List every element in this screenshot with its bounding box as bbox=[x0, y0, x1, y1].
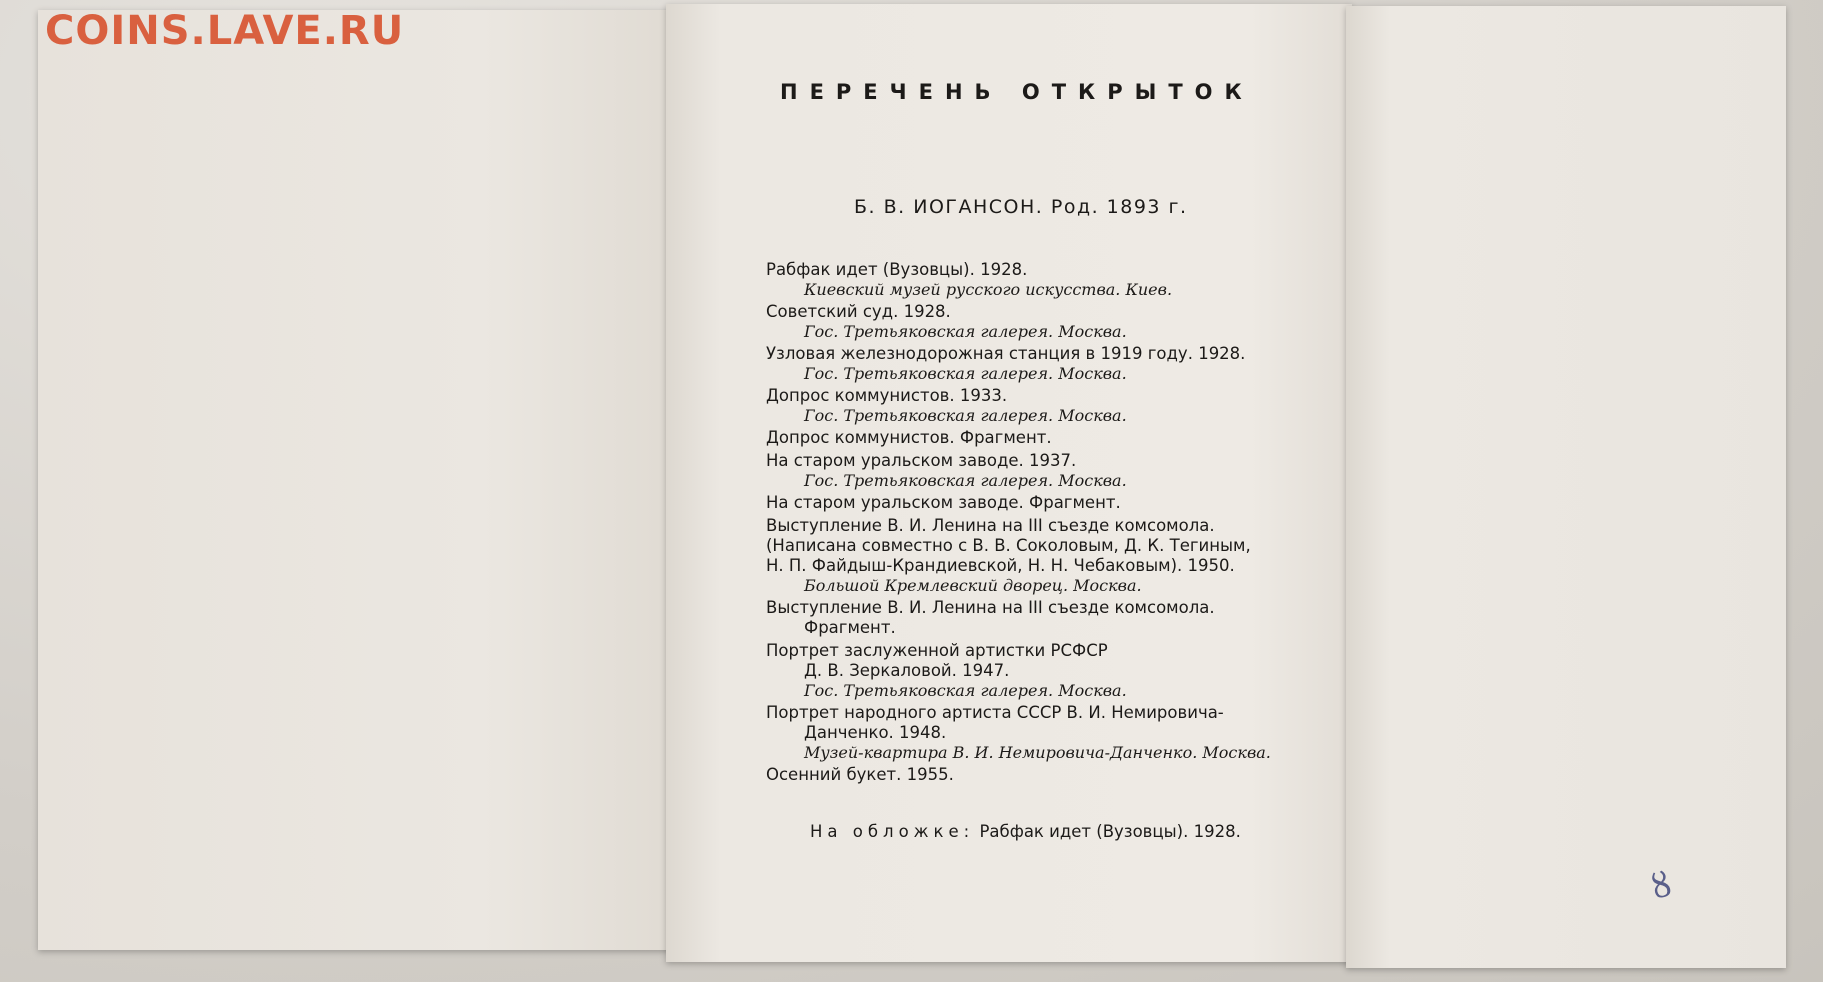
item-title-line: На старом уральском заводе. 1937. bbox=[766, 451, 1077, 470]
item-title-line: Выступление В. И. Ленина на III съезде комсомола. bbox=[766, 598, 1215, 617]
item-title-line: На старом уральском заводе. Фрагмент. bbox=[766, 493, 1121, 512]
list-item bbox=[766, 765, 1336, 785]
item-title-line: Советский суд. 1928. bbox=[766, 302, 951, 321]
item-title-line: Фрагмент. bbox=[804, 618, 896, 637]
list-item bbox=[766, 428, 1336, 448]
list-item bbox=[766, 493, 1336, 513]
item-title-line: Рабфак идет (Вузовцы). 1928. bbox=[766, 260, 1028, 279]
list-item bbox=[766, 451, 1336, 490]
item-location: Большой Кремлевский дворец. Москва. bbox=[804, 576, 1142, 595]
right-page bbox=[1346, 6, 1786, 968]
item-location: Музей-квартира В. И. Немировича-Данченко. Москва. bbox=[804, 743, 1271, 762]
item-title-line: Портрет заслуженной артистки РСФСР bbox=[766, 641, 1108, 660]
author-heading: Б. В. ИОГАНСОН. Род. 1893 г. bbox=[854, 196, 1188, 218]
list-item bbox=[766, 598, 1336, 638]
handwritten-mark: ȣ bbox=[1647, 864, 1676, 908]
list-item bbox=[766, 344, 1336, 383]
item-location: Гос. Третьяковская галерея. Москва. bbox=[804, 471, 1127, 490]
list-item bbox=[766, 386, 1336, 425]
item-title-line: Д. В. Зеркаловой. 1947. bbox=[804, 661, 1010, 680]
list-item bbox=[766, 260, 1336, 299]
item-title-line: Узловая железнодорожная станция в 1919 году. 1928. bbox=[766, 344, 1246, 363]
cover-note bbox=[810, 822, 1241, 841]
list-item bbox=[766, 516, 1336, 595]
item-title-line: Допрос коммунистов. Фрагмент. bbox=[766, 428, 1052, 447]
item-title-line: (Написана совместно с В. В. Соколовым, Д. К. Тегиным, bbox=[766, 536, 1251, 555]
item-title-line: Допрос коммунистов. 1933. bbox=[766, 386, 1008, 405]
item-title-line: Портрет народного артиста СССР В. И. Немировича- bbox=[766, 703, 1224, 722]
item-location: Гос. Третьяковская галерея. Москва. bbox=[804, 322, 1127, 341]
item-title-line: Данченко. 1948. bbox=[804, 723, 947, 742]
left-page bbox=[38, 10, 674, 950]
postcard-list bbox=[766, 260, 1336, 788]
postcard-list-document bbox=[666, 4, 1352, 962]
cover-text: Рабфак идет (Вузовцы). 1928. bbox=[979, 822, 1241, 841]
item-title-line: Выступление В. И. Ленина на III съезде комсомола. bbox=[766, 516, 1215, 535]
item-location: Гос. Третьяковская галерея. Москва. bbox=[804, 406, 1127, 425]
item-location: Гос. Третьяковская галерея. Москва. bbox=[804, 681, 1127, 700]
item-title-line: Осенний букет. 1955. bbox=[766, 765, 954, 784]
list-item bbox=[766, 641, 1336, 700]
list-item bbox=[766, 302, 1336, 341]
item-title-line: Н. П. Файдыш-Крандиевской, Н. Н. Чебаковым). 1950. bbox=[766, 556, 1235, 575]
watermark: COINS.LAVE.RU bbox=[45, 8, 405, 54]
list-item bbox=[766, 703, 1336, 762]
item-location: Гос. Третьяковская галерея. Москва. bbox=[804, 364, 1127, 383]
cover-label: На обложке: bbox=[810, 822, 975, 841]
item-location: Киевский музей русского искусства. Киев. bbox=[804, 280, 1173, 299]
document-title: ПЕРЕЧЕНЬ ОТКРЫТОК bbox=[780, 80, 1254, 104]
